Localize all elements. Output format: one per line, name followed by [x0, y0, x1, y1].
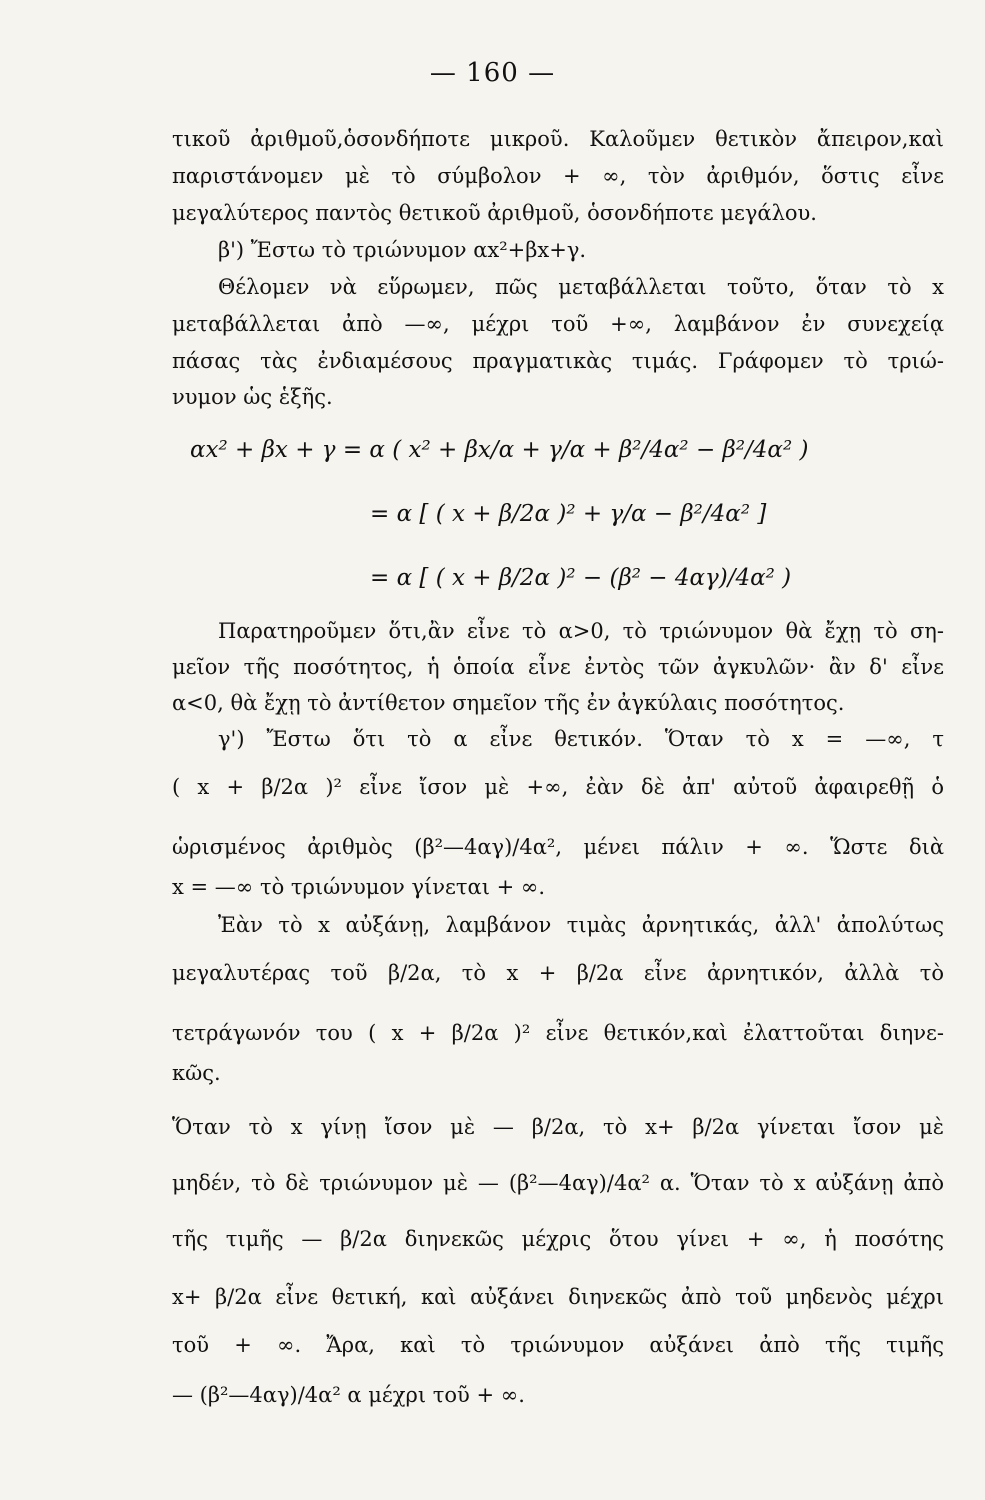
equation-line-1: αx² + βx + γ = α ( x² + βx/α + γ/α + β²/4α² − β²/4α² ): [190, 437, 809, 463]
text-line: — (β²—4αγ)/4α² α μέχρι τοῦ + ∞.: [172, 1383, 525, 1407]
text-line: Θέλομεν νὰ εὕρωμεν, πῶς μεταβάλλεται τοῦτο, ὅταν τὸ x: [218, 275, 944, 299]
text-line: Ἐὰν τὸ x αὐξάνῃ, λαμβάνον τιμὰς ἀρνητικάς, ἀλλ' ἀπολύτως: [218, 913, 944, 937]
text-line: τῆς τιμῆς — β/2α διηνεκῶς μέχρις ὅτου γίνει + ∞, ἡ ποσότης: [172, 1227, 944, 1251]
text-line: γ') Ἔστω ὅτι τὸ α εἶνε θετικόν. Ὅταν τὸ x = —∞, τ: [218, 727, 944, 751]
text-line: τοῦ + ∞. Ἄρα, καὶ τὸ τριώνυμον αὐξάνει ἀπὸ τῆς τιμῆς: [172, 1333, 944, 1357]
text-line: Ὅταν τὸ x γίνῃ ἴσον μὲ — β/2α, τὸ x+ β/2α γίνεται ἴσον μὲ: [172, 1115, 944, 1139]
text-line: x+ β/2α εἶνε θετική, καὶ αὐξάνει διηνεκῶς ἀπὸ τοῦ μηδενὸς μέχρι: [172, 1285, 944, 1309]
text-line: τικοῦ ἀριθμοῦ,ὁσονδήποτε μικροῦ. Καλοῦμεν θετικὸν ἄπειρον,καὶ: [172, 127, 944, 151]
text-line: παριστάνομεν μὲ τὸ σύμβολον + ∞, τὸν ἀριθμόν, ὅστις εἶνε: [172, 164, 944, 188]
text-line: μεῖον τῆς ποσότητος, ἡ ὁποία εἶνε ἐντὸς τῶν ἀγκυλῶν· ἂν δ' εἶνε: [172, 655, 944, 679]
text-line: μηδέν, τὸ δὲ τριώνυμον μὲ — (β²—4αγ)/4α² α. Ὅταν τὸ x αὐξάνῃ ἀπὸ: [172, 1171, 944, 1195]
text-line: μεγαλύτερος παντὸς θετικοῦ ἀριθμοῦ, ὁσονδήποτε μεγάλου.: [172, 201, 817, 225]
text-line: πάσας τὰς ἐνδιαμέσους πραγματικὰς τιμάς. Γράφομεν τὸ τριώ-: [172, 349, 944, 373]
text-line: x = —∞ τὸ τριώνυμον γίνεται + ∞.: [172, 875, 546, 899]
equation-line-2: = α [ ( x + β/2α )² + γ/α − β²/4α² ]: [370, 501, 767, 527]
text-line: Παρατηροῦμεν ὅτι,ἂν εἶνε τὸ α>0, τὸ τριώνυμον θὰ ἔχῃ τὸ ση-: [218, 619, 944, 643]
text-line: μεταβάλλεται ἀπὸ —∞, μέχρι τοῦ +∞, λαμβάνον ἐν συνεχείᾳ: [172, 312, 944, 336]
text-line: νυμον ὡς ἑξῆς.: [172, 385, 333, 409]
text-line: κῶς.: [172, 1061, 221, 1085]
text-line: τετράγωνόν του ( x + β/2α )² εἶνε θετικόν,καὶ ἐλαττοῦται διηνε-: [172, 1021, 944, 1045]
equation-line-3: = α [ ( x + β/2α )² − (β² − 4αγ)/4α² ): [370, 565, 792, 591]
text-line: μεγαλυτέρας τοῦ β/2α, τὸ x + β/2α εἶνε ἀρνητικόν, ἀλλὰ τὸ: [172, 961, 944, 985]
page-number: — 160 —: [429, 58, 556, 88]
text-line: β') Ἔστω τὸ τριώνυμον αx²+βx+γ.: [218, 238, 587, 262]
text-line: α<0, θὰ ἔχῃ τὸ ἀντίθετον σημεῖον τῆς ἐν ἀγκύλαις ποσότητος.: [172, 691, 845, 715]
text-line: ὡρισμένος ἀριθμὸς (β²—4αγ)/4α², μένει πάλιν + ∞. Ὥστε διὰ: [172, 835, 944, 859]
text-line: ( x + β/2α )² εἶνε ἴσον μὲ +∞, ἐὰν δὲ ἀπ' αὐτοῦ ἀφαιρεθῇ ὁ: [172, 775, 944, 799]
